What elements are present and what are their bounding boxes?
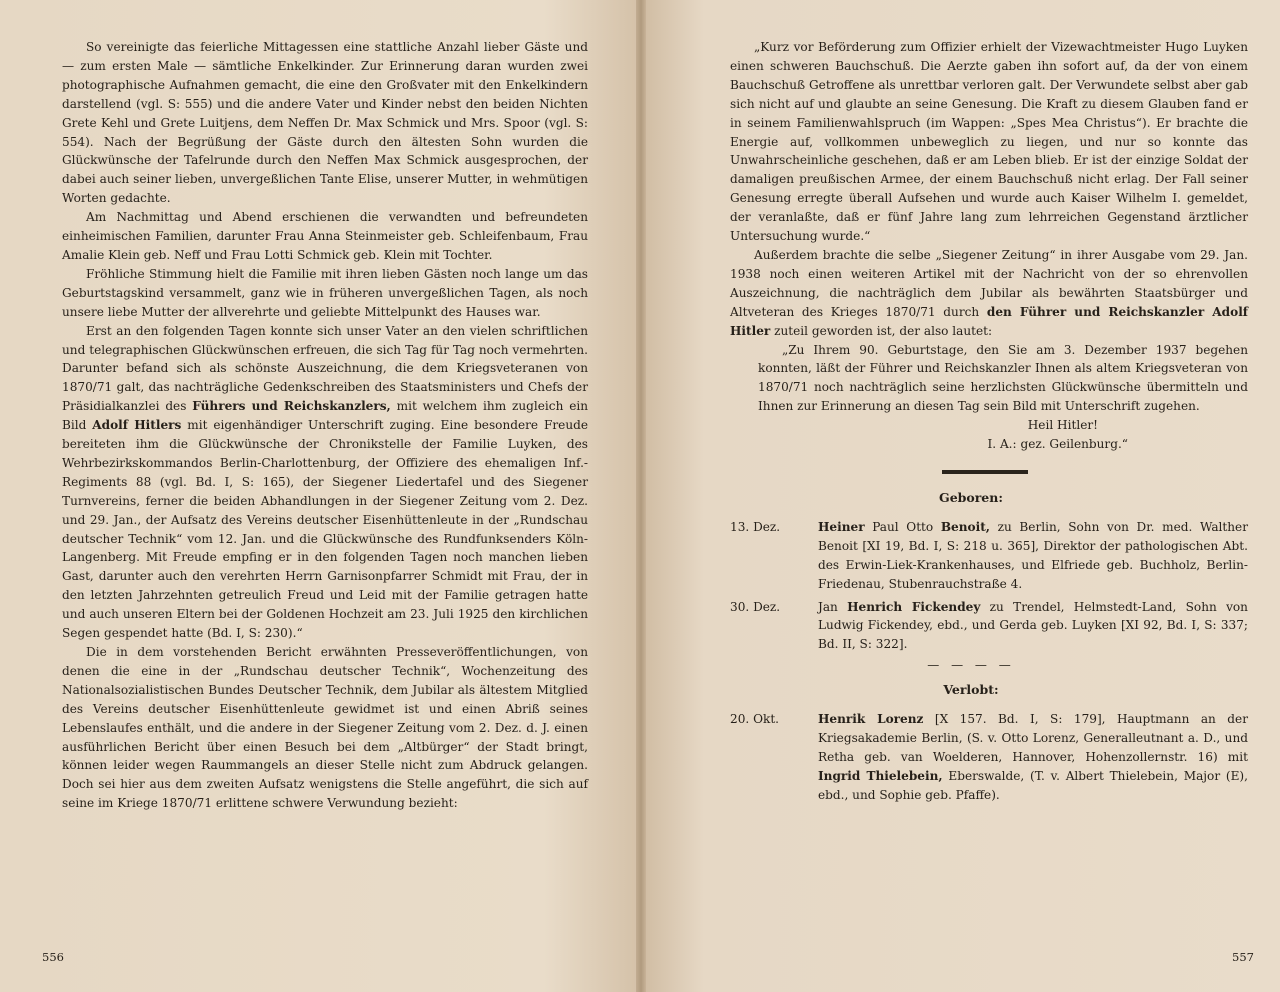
entry-text (818, 710, 1248, 805)
paragraph-3: Fröhliche Stimmung hielt die Familie mit ihren lieben Gästen noch lange um das Geburtstagskind versammelt, ganz wie in früheren unvergeßlichen Tagen, als noch unsere liebe Mutter der allverehrte und geliebte Mittelpunkt des Hauses war. (62, 266, 588, 319)
entry-surname: Fickendey (902, 599, 981, 614)
entry-partner: Ingrid Thielebein, (818, 769, 943, 783)
entry-name: Heiner (818, 519, 865, 534)
paragraph-siegener-a: Außerdem brachte die selbe „Siegener Zeitung“ in ihrer Ausgabe vom 29. Jan. 1938 noch einen weiteren Artikel mit der Nachricht von der so ehrenvollen Auszeichnung, die nachträglich dem Jubilar als bewährten Staatsbürger und Altveteran des Krieges 1870/71 durch (730, 247, 1248, 319)
entry-middle: Henrich (847, 599, 903, 614)
entry-name: Jan (818, 599, 848, 614)
paragraph-2: Am Nachmittag und Abend erschienen die verwandten und befreundeten einheimischen Familien, darunter Frau Anna Steinmeister geb. Schleifenbaum, Frau Amalie Klein geb. Neff und Frau Lotti Schmick geb. Klein mit Tochter. (62, 210, 588, 262)
paragraph-4-part-a: Erst an den folgenden Tagen konnte sich unser Vater an den vielen schriftlichen und telegraphischen Glückwünschen erfreuen, die sich Tag für Tag noch vermehrten. Darunter befand sich als schönste Auszeichnung, die dem Kriegsveteranen von 1870/71 galt, das nachträgliche Gedenkschreiben des Staatsministers und Chefs der Präsidialkanzlei des (62, 323, 588, 414)
page-number-left: 556 (42, 950, 64, 964)
right-page (640, 0, 1280, 992)
entry-middle: Paul Otto (864, 519, 941, 534)
birth-entry (730, 518, 1248, 594)
paragraph-4 (62, 322, 588, 643)
letter-signature: I. A.: gez. Geilenburg.“ (987, 437, 1128, 452)
letter-closing: Heil Hitler! (1027, 418, 1098, 433)
paragraph-1: So vereinigte das feierliche Mittagessen eine stattliche Anzahl lieber Gäste und — zum ersten Male — sämtliche Enkelkinder. Zur Erinnerung daran wurden zwei photographische Aufnahmen gemacht, die eine den Großvater mit den Enkelkindern darstellend (vgl. S: 555) und die andere Vater und Kinder nebst den beiden Nichten Grete Kehl und Grete Luitjens, dem Neffen Dr. Max Schmick und Mrs. Spoor (vgl. S: 554). Nach der Begrüßung der Gäste durch den ältesten Sohn wurden die Glückwünsche der Tafelrunde durch den Neffen Max Schmick ausgesprochen, der dabei auch seiner lieben, unvergeßlichen Tante Elise, unserer Mutter, in wehmütigen Worten gedachte. (62, 40, 588, 206)
heading-engaged: Verlobt: (943, 682, 999, 698)
quote-injury: „Kurz vor Beförderung zum Offizier erhielt der Vizewachtmeister Hugo Luyken einen schweren Bauchschuß. Die Aerzte gaben ihn sofort auf, da der von einem Bauchschuß Getroffene als unrettbar verloren galt. Der Verwundete selbst aber gab sich nicht auf und glaubte an seine Genesung. Die Kraft zu diesem Glauben fand er in seinem Familienwahlspruch (im Wappen: „Spes Mea Christus“). Er brachte die Energie auf, vollkommen unbeweglich zu liegen, und nur so konnte das Unwahrscheinliche geschehen, daß er am Leben blieb. Er ist der einzige Soldat der damaligen preußischen Armee, der einem Bauchschuß nicht erlag. Der Fall seiner Genesung erregte überall Aufsehen und wurde auch Kaiser Wilhelm I. gemeldet, der veranlaßte, daß er fünf Jahre lang zum lehrreichen Gegenstand ärztlicher Untersuchung wurde.“ (730, 40, 1248, 244)
entry-date: 13. Dez. (730, 519, 781, 534)
paragraph-4-part-c: mit welchem ihm zugleich ein Bild (62, 399, 589, 433)
quote-letter: „Zu Ihrem 90. Geburtstage, den Sie am 3. Dezember 1937 begehen konnten, läßt der Führer und Reichskanzler Ihnen als altem Kriegsveteran von 1870/71 noch nachträglich seine herzlichsten Glückwünsche übermitteln und Ihnen zur Erinnerung an diesen Tag sein Bild mit Unterschrift zugehen. (758, 342, 1248, 414)
paragraph-siegener (730, 246, 1248, 341)
entry-text (818, 518, 1248, 594)
entry-text (818, 598, 1248, 655)
entry-details: zu Trendel, Helmstedt-Land, Sohn von Ludwig Fickendey, ebd., und Gerda geb. Luyken [XI 92, Bd. I, S: 337; Bd. II, S: 322]. (818, 599, 1248, 652)
entry-details-2: Eberswalde, (T. v. Albert Thielebein, Major (E), ebd., und Sophie geb. Pfaffe). (818, 769, 1248, 802)
book-gutter (636, 0, 646, 992)
entry-details: [X 157. Bd. I, S: 179], Hauptmann an der Kriegsakademie Berlin, (S. v. Otto Lorenz, Generalleutnant a. D., und Retha geb. van Woelderen, Hannover, Hohenzollernstr. 16) mit (818, 712, 1248, 765)
entry-surname: Benoit, (940, 519, 990, 534)
heading-born: Geboren: (939, 489, 1003, 505)
page-number-right: 557 (1232, 950, 1254, 964)
paragraph-4-bold-1: Führers und Reichskanzlers, (192, 399, 391, 414)
dash-separator: — — — — (927, 658, 1015, 673)
paragraph-siegener-c: zuteil geworden ist, der also lautet: (770, 323, 993, 338)
paragraph-5: Die in dem vorstehenden Bericht erwähnten Presseveröffentlichungen, von denen die eine in der „Rundschau deutscher Technik“, Wochenzeitung des Nationalsozialistischen Bundes Deutscher Technik, dem Jubilar als ältestem Mitglied des Vereins deutscher Eisenhüttenleute gewidmet ist und einen Abriß seines Lebenslaufes enthält, und die andere in der Siegener Zeitung vom 2. Dez. d. J. einen ausführlichen Bericht über einen Besuch bei dem „Altbürger“ der Stadt bringt, können leider wegen Raummangels an dieser Stelle nicht zum Abdruck gelangen. Doch sei hier aus dem zweiten Aufsatz wenigstens die Stelle angeführt, die sich auf seine im Kriege 1870/71 erlittene schwere Verwundung bezieht: (62, 645, 588, 811)
entry-name: Henrik Lorenz (818, 712, 924, 727)
paragraph-4-bold-2: Adolf Hitlers (92, 418, 182, 433)
entry-details: zu Berlin, Sohn von Dr. med. Walther Benoit [XI 19, Bd. I, S: 218 u. 365], Direktor der pathologischen Abt. des Erwin-Liek-Krankenhauses, und Elfriede geb. Buchholz, Berlin-Friedenau, Stubenrauchstraße 4. (818, 519, 1248, 591)
entry-date: 30. Dez. (730, 599, 781, 614)
engagement-entry (730, 710, 1248, 805)
section-divider (942, 470, 1028, 474)
paragraph-siegener-bold: den Führer und Reichskanzler Adolf Hitler (730, 304, 1248, 338)
birth-entry (730, 598, 1248, 655)
entry-date: 20. Okt. (730, 712, 780, 727)
paragraph-4-part-d: mit eigenhändiger Unterschrift zuging. Eine besondere Freude bereiteten ihm die Glückwünsche der Chronikstelle der Familie Luyken, des Wehrbezirkskommandos Berlin-Charlottenburg, der Offiziere des ehemaligen Inf.-Regiments 88 (vgl. Bd. I, S: 165), der Siegener Liedertafel und des Siegener Turnvereins, ferner die beiden Abhandlungen in der Siegener Zeitung vom 2. Dez. und 29. Jan., der Aufsatz des Vereins deutscher Eisenhüttenleute in der „Rundschau deutscher Technik“ vom 12. Jan. und die Glückwünsche des Rundfunksenders Köln-Langenberg. Mit Freude empfing er in den folgenden Tagen noch manchen lieben Gast, darunter auch den verehrten Herrn Garnisonpfarrer Schmidt mit Frau, der in den letzten Jahrzehnten getreulich Freud und Leid mit der Familie getragen hatte und auch unseren Eltern bei der Goldenen Hochzeit am 23. Juli 1925 den kirchlichen Segen gespendet hatte (Bd. I, S: 230).“ (62, 418, 589, 641)
